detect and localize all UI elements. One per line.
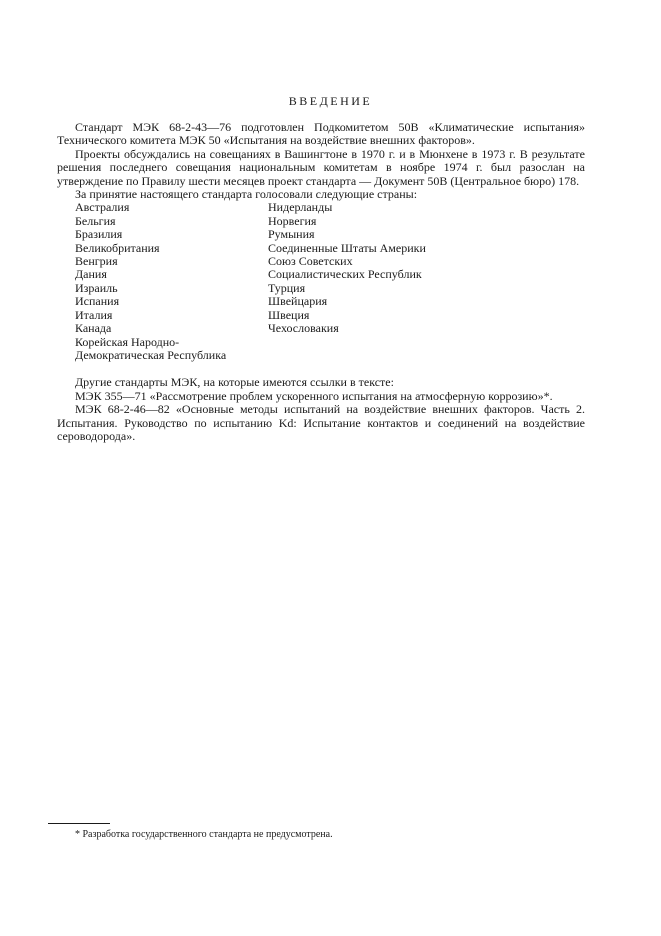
document-body [57,121,585,443]
paragraph-history: Проекты обсуждались на совещаниях в Вашингтоне в 1970 г. и в Мюнхене в 1973 г. В результате решения последнего совещания национальным комитетам в ноябре 1974 г. был разослан на утверждение по Правилу шести месяцев проект стандарта — Документ 50В (Центральное бюро) 178. [57,146,585,188]
paragraph-voting-intro: За принятие настоящего стандарта голосовали следующие страны: [75,187,418,202]
country-item: Венгрия [75,254,118,269]
page-title: ВВЕДЕНИЕ [288,94,373,108]
country-item: Бразилия [75,227,123,242]
country-column-right [268,201,426,335]
country-column-left [75,201,226,362]
country-item: Канада [75,321,112,336]
country-item: Италия [75,307,113,322]
footnote: * Разработка государственного стандарта не предусмотрена. [75,829,333,840]
country-item: Швеция [268,307,310,322]
country-item: Соединенные Штаты Америки [268,240,426,255]
references-intro: Другие стандарты МЭК, на которые имеются ссылки в тексте: [75,375,394,390]
country-item: Румыния [268,227,315,242]
paragraph-origin: Стандарт МЭК 68-2-43—76 подготовлен Подкомитетом 50В «Климатические испытания» Технического комитета МЭК 50 «Испытания на воздействие внешних факторов». [57,120,585,148]
country-item: Чехословакия [268,321,339,336]
country-item: Австралия [75,200,130,215]
country-item: Корейская Народно- [75,334,180,349]
country-item: Нидерланды [268,200,333,215]
country-item: Великобритания [75,240,160,255]
country-item: Испания [75,294,120,309]
country-item: Дания [75,267,107,282]
country-item: Социалистических Республик [268,267,422,282]
country-item: Союз Советских [268,254,353,269]
country-item: Турция [268,280,306,295]
reference-item: МЭК 68-2-46—82 «Основные методы испытаний на воздействие внешних факторов. Часть 2. Испытания. Руководство по испытанию Kd: Испытание контактов и соединений на воздействие сероводорода». [57,402,585,444]
reference-item: МЭК 355—71 «Рассмотрение проблем ускоренного испытания на атмосферную коррозию»*. [75,388,553,403]
country-item: Израиль [75,280,118,295]
country-item: Демократическая Республика [75,347,227,362]
country-item: Швейцария [268,294,328,309]
country-list [57,201,585,362]
footnote-divider [48,823,110,824]
spacer [57,362,585,376]
country-item: Бельгия [75,213,116,228]
country-item: Норвегия [268,213,317,228]
